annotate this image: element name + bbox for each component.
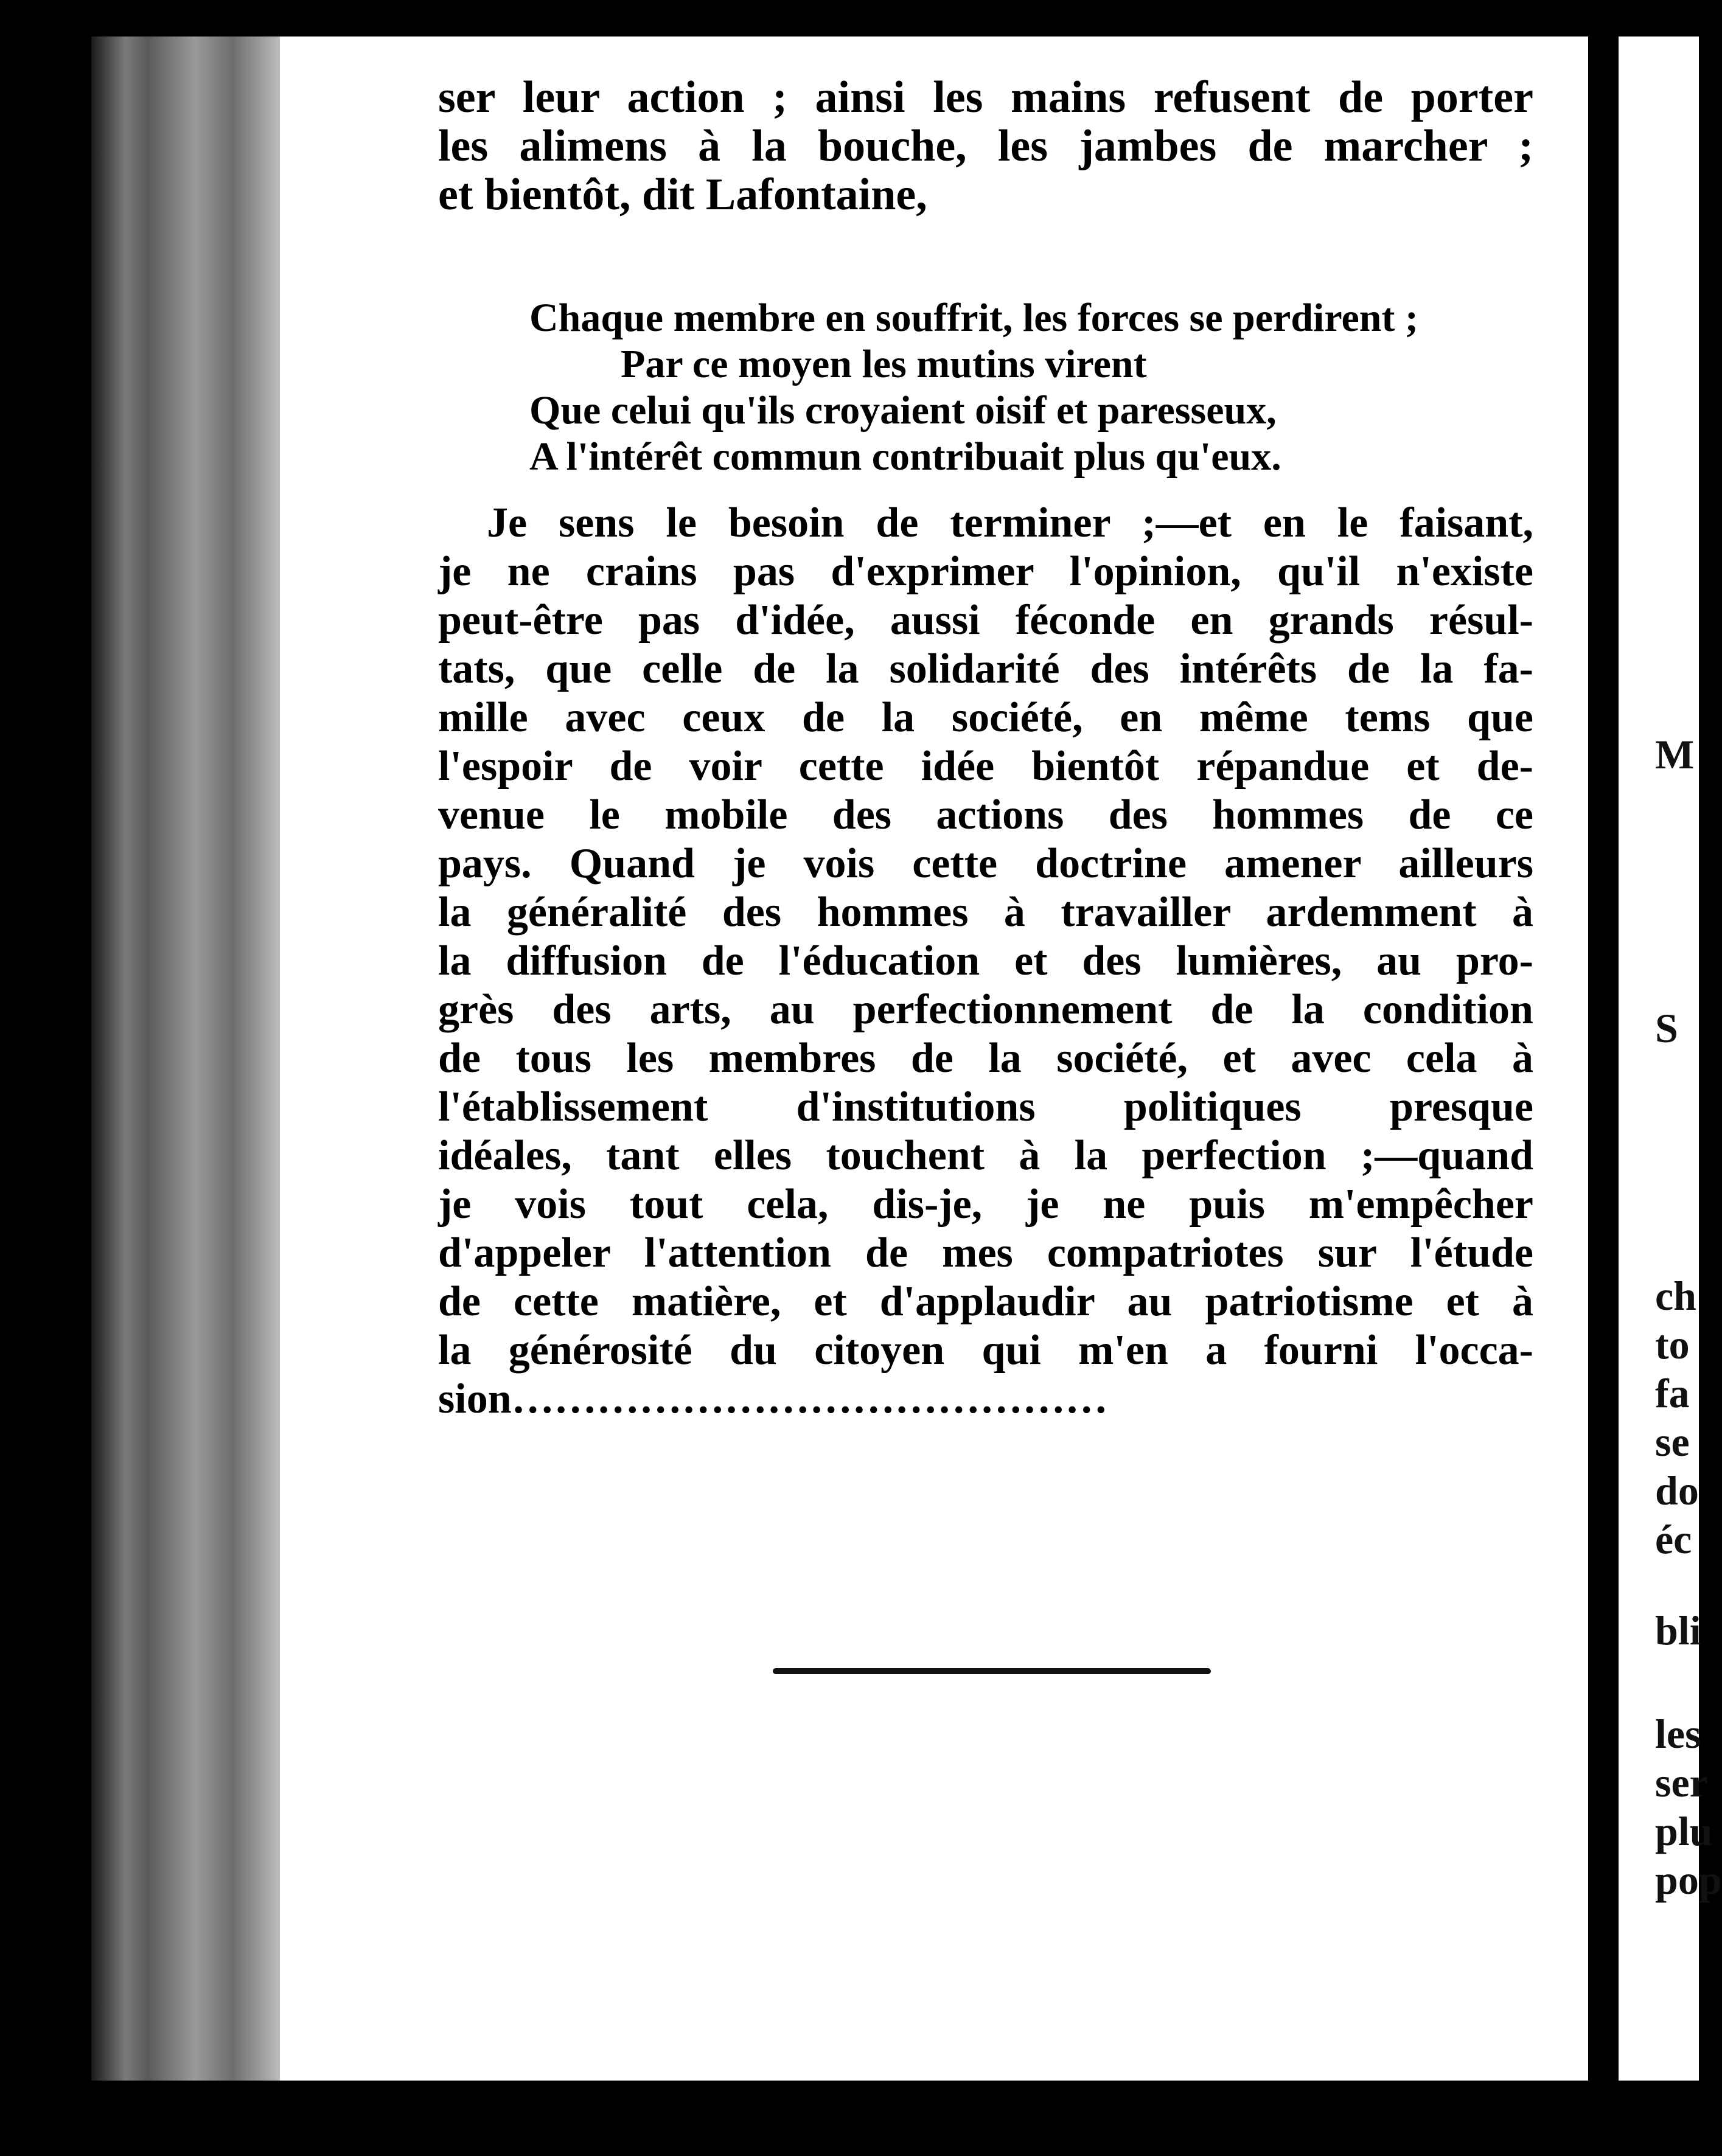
text-line: les alimens à la bouche, les jambes de marcher ; xyxy=(438,121,1533,171)
paragraph-line: l'espoir de voir cette idée bientôt répandue et de- xyxy=(438,743,1533,790)
end-rule xyxy=(773,1668,1211,1674)
paragraph-line: Je sens le besoin de terminer ;—et en le faisant, xyxy=(487,499,1533,546)
text-line: et bientôt, dit Lafontaine, xyxy=(438,170,927,220)
adjacent-page-fragment: les xyxy=(1655,1711,1701,1757)
paragraph-line: venue le mobile des actions des hommes de ce xyxy=(438,791,1533,838)
paragraph-line: la diffusion de l'éducation et des lumières, au pro- xyxy=(438,937,1533,984)
paragraph-line: sion…………………………………… xyxy=(438,1375,1108,1422)
paragraph-line: idéales, tant elles touchent à la perfection ;—quand xyxy=(438,1132,1533,1179)
verse-line: Par ce moyen les mutins virent xyxy=(621,342,1147,386)
paragraph-line: la généralité des hommes à travailler ardemment à xyxy=(438,889,1533,936)
paragraph-line: tats, que celle de la solidarité des intérêts de la fa- xyxy=(438,645,1533,692)
verse-quotation xyxy=(529,295,1418,480)
adjacent-page-fragment: se xyxy=(1655,1419,1690,1465)
adjacent-page-fragment: do xyxy=(1655,1467,1699,1514)
closing-paragraph xyxy=(438,499,1533,1424)
adjacent-page-fragment: M xyxy=(1655,731,1695,777)
book-page xyxy=(280,37,1588,2081)
paragraph-line: la générosité du citoyen qui m'en a fourni l'occa- xyxy=(438,1327,1533,1374)
paragraph-line: peut-être pas d'idée, aussi féconde en grands résul- xyxy=(438,597,1533,644)
book-page-edges xyxy=(91,37,280,2081)
text-line: ser leur action ; ainsi les mains refusent de porter xyxy=(438,72,1533,122)
continuation-text xyxy=(438,73,1533,219)
adjacent-page-fragment: to xyxy=(1655,1321,1690,1368)
paragraph-line: pays. Quand je vois cette doctrine amener ailleurs xyxy=(438,840,1533,887)
paragraph-line: je ne crains pas d'exprimer l'opinion, qu'il n'existe xyxy=(438,548,1533,595)
adjacent-page-edge xyxy=(1619,37,1722,2081)
adjacent-page-fragment: ser xyxy=(1655,1759,1708,1806)
adjacent-page-fragment: S xyxy=(1655,1005,1678,1051)
paragraph-line: mille avec ceux de la société, en même tems que xyxy=(438,694,1533,741)
paragraph-line: je vois tout cela, dis-je, je ne puis m'empêcher xyxy=(438,1181,1533,1228)
paragraph-line: de cette matière, et d'applaudir au patriotisme et à xyxy=(438,1278,1533,1325)
verse-line: Chaque membre en souffrit, les forces se perdirent ; xyxy=(529,296,1418,340)
adjacent-page-fragment: pop xyxy=(1655,1857,1722,1903)
adjacent-page-fragment: fa xyxy=(1655,1370,1690,1416)
paragraph-line: grès des arts, au perfectionnement de la condition xyxy=(438,986,1533,1033)
adjacent-page-fragment: plu xyxy=(1655,1808,1713,1854)
verse-line: Que celui qu'ils croyaient oisif et paresseux, xyxy=(529,388,1277,433)
paragraph-line: l'établissement d'institutions politiques presque xyxy=(438,1083,1533,1130)
paragraph-line: d'appeler l'attention de mes compatriotes sur l'étude xyxy=(438,1229,1533,1276)
paragraph-line: de tous les membres de la société, et avec cela à xyxy=(438,1035,1533,1082)
adjacent-page-fragment: bli xyxy=(1655,1607,1701,1654)
adjacent-page-fragment: ch xyxy=(1655,1273,1696,1319)
adjacent-page-fragment: éc xyxy=(1655,1516,1692,1562)
verse-line: A l'intérêt commun contribuait plus qu'eux. xyxy=(529,434,1281,479)
